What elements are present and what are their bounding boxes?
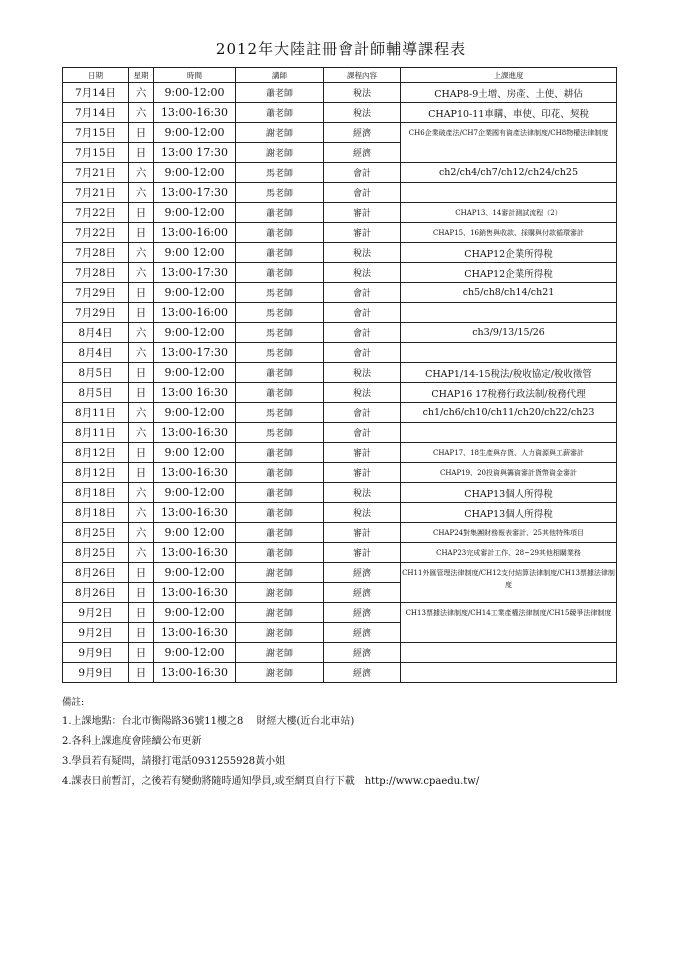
subject-cell: 稅法: [324, 363, 401, 383]
teacher-cell: 蕭老師: [236, 363, 324, 383]
time-cell: 13:00-16:30: [154, 543, 236, 563]
teacher-cell: 馬老師: [236, 303, 324, 323]
progress-cell: CHAP13、14審計測試流程（2）: [401, 203, 617, 223]
teacher-cell: 謝老師: [236, 123, 324, 143]
weekday-cell: 日: [129, 663, 154, 683]
notes-section: [62, 694, 662, 792]
subject-cell: 審計: [324, 543, 401, 563]
weekday-cell: 六: [129, 263, 154, 283]
teacher-cell: 蕭老師: [236, 263, 324, 283]
date-cell: 8月5日: [63, 363, 129, 383]
header-subject: 課程內容: [324, 68, 401, 83]
time-cell: 9:00-12:00: [154, 323, 236, 343]
date-cell: 7月21日: [63, 163, 129, 183]
table-row: [63, 103, 617, 123]
schedule-body: [63, 83, 617, 683]
weekday-cell: 六: [129, 103, 154, 123]
date-cell: 9月2日: [63, 603, 129, 623]
time-cell: 13:00-16:30: [154, 583, 236, 603]
date-cell: 7月21日: [63, 183, 129, 203]
progress-cell: [401, 423, 617, 443]
teacher-cell: 謝老師: [236, 603, 324, 623]
teacher-cell: 謝老師: [236, 583, 324, 603]
progress-cell: CH6企業破產法/CH7企業國有資產法律制度/CH8物權法律制度: [401, 123, 617, 163]
time-cell: 13:00-16:30: [154, 623, 236, 643]
weekday-cell: 日: [129, 603, 154, 623]
subject-cell: 經濟: [324, 563, 401, 583]
subject-cell: 會計: [324, 303, 401, 323]
weekday-cell: 六: [129, 503, 154, 523]
teacher-cell: 蕭老師: [236, 543, 324, 563]
time-cell: 9:00-12:00: [154, 563, 236, 583]
progress-cell: CHAP19、20投資與籌資審計貨幣資金審計: [401, 463, 617, 483]
date-cell: 8月18日: [63, 483, 129, 503]
time-cell: 9:00-12:00: [154, 203, 236, 223]
weekday-cell: 六: [129, 83, 154, 103]
date-cell: 9月9日: [63, 643, 129, 663]
note-progress-update: 2.各科上課進度會陸續公布更新: [62, 736, 202, 747]
table-row: [63, 183, 617, 203]
note-contact: 3.學員若有疑問，請撥打電話0931255928黃小姐: [62, 756, 286, 767]
progress-cell: [401, 303, 617, 323]
time-cell: 9:00-12:00: [154, 163, 236, 183]
progress-cell: [401, 663, 617, 683]
weekday-cell: 六: [129, 483, 154, 503]
time-cell: 9:00-12:00: [154, 123, 236, 143]
teacher-cell: 馬老師: [236, 343, 324, 363]
table-row: [63, 463, 617, 483]
subject-cell: 經濟: [324, 143, 401, 163]
progress-cell: [401, 643, 617, 663]
time-cell: 13:00-17:30: [154, 183, 236, 203]
weekday-cell: 日: [129, 303, 154, 323]
table-row: [63, 163, 617, 183]
table-row: [63, 443, 617, 463]
time-cell: 9:00-12:00: [154, 483, 236, 503]
weekday-cell: 日: [129, 123, 154, 143]
table-row: [63, 223, 617, 243]
weekday-cell: 日: [129, 143, 154, 163]
table-row: [63, 343, 617, 363]
teacher-cell: 馬老師: [236, 283, 324, 303]
date-cell: 8月25日: [63, 543, 129, 563]
progress-cell: ch5/ch8/ch14/ch21: [401, 283, 617, 303]
table-row: [63, 603, 617, 623]
subject-cell: 稅法: [324, 83, 401, 103]
time-cell: 9:00 12:00: [154, 523, 236, 543]
time-cell: 9:00-12:00: [154, 83, 236, 103]
time-cell: 13:00 16:30: [154, 383, 236, 403]
teacher-cell: 謝老師: [236, 563, 324, 583]
table-row: [63, 383, 617, 403]
date-cell: 7月14日: [63, 103, 129, 123]
subject-cell: 會計: [324, 403, 401, 423]
date-cell: 8月12日: [63, 443, 129, 463]
weekday-cell: 日: [129, 363, 154, 383]
date-cell: 7月28日: [63, 263, 129, 283]
teacher-cell: 蕭老師: [236, 203, 324, 223]
teacher-cell: 蕭老師: [236, 443, 324, 463]
time-cell: 13:00-16:30: [154, 463, 236, 483]
subject-cell: 稅法: [324, 483, 401, 503]
time-cell: 13:00-16:30: [154, 663, 236, 683]
date-cell: 7月15日: [63, 143, 129, 163]
weekday-cell: 六: [129, 243, 154, 263]
progress-cell: CHAP24對集團財務報表審計、25其他特殊項目: [401, 523, 617, 543]
weekday-cell: 六: [129, 543, 154, 563]
subject-cell: 稅法: [324, 263, 401, 283]
date-cell: 8月11日: [63, 403, 129, 423]
time-cell: 9:00-12:00: [154, 603, 236, 623]
date-cell: 8月11日: [63, 423, 129, 443]
weekday-cell: 六: [129, 343, 154, 363]
subject-cell: 經濟: [324, 123, 401, 143]
subject-cell: 會計: [324, 163, 401, 183]
table-row: [63, 323, 617, 343]
teacher-cell: 蕭老師: [236, 463, 324, 483]
date-cell: 9月9日: [63, 663, 129, 683]
date-cell: 8月12日: [63, 463, 129, 483]
progress-cell: CHAP16 17稅務行政法制/稅務代理: [401, 383, 617, 403]
date-cell: 8月26日: [63, 563, 129, 583]
weekday-cell: 六: [129, 423, 154, 443]
subject-cell: 審計: [324, 463, 401, 483]
table-row: [63, 123, 617, 143]
subject-cell: 稅法: [324, 383, 401, 403]
teacher-cell: 馬老師: [236, 183, 324, 203]
progress-cell: [401, 343, 617, 363]
weekday-cell: 日: [129, 623, 154, 643]
date-cell: 7月14日: [63, 83, 129, 103]
header-date: 日期: [63, 68, 129, 83]
weekday-cell: 日: [129, 223, 154, 243]
table-row: [63, 523, 617, 543]
table-row: [63, 423, 617, 443]
time-cell: 13:00-16:30: [154, 103, 236, 123]
subject-cell: 會計: [324, 183, 401, 203]
date-cell: 7月15日: [63, 123, 129, 143]
weekday-cell: 日: [129, 563, 154, 583]
date-cell: 8月26日: [63, 583, 129, 603]
subject-cell: 會計: [324, 423, 401, 443]
teacher-cell: 蕭老師: [236, 383, 324, 403]
header-progress: 上課進度: [401, 68, 617, 83]
subject-cell: 稅法: [324, 243, 401, 263]
teacher-cell: 馬老師: [236, 403, 324, 423]
subject-cell: 經濟: [324, 623, 401, 643]
subject-cell: 審計: [324, 203, 401, 223]
progress-cell: CHAP10-11車購、車使、印花、契稅: [401, 103, 617, 123]
table-row: [63, 363, 617, 383]
header-weekday: 星期: [129, 68, 154, 83]
time-cell: 9:00 12:00: [154, 443, 236, 463]
table-row: [63, 303, 617, 323]
teacher-cell: 馬老師: [236, 163, 324, 183]
table-row: [63, 483, 617, 503]
teacher-cell: 謝老師: [236, 143, 324, 163]
teacher-cell: 蕭老師: [236, 483, 324, 503]
note-location: 1.上課地點：台北市衡陽路36號11樓之8 財經大樓(近台北車站): [62, 716, 355, 727]
table-row: [63, 643, 617, 663]
date-cell: 7月22日: [63, 223, 129, 243]
time-cell: 13:00-17:30: [154, 263, 236, 283]
progress-cell: CHAP17、18生產與存貨、人力資源與工薪審計: [401, 443, 617, 463]
time-cell: 13:00 17:30: [154, 143, 236, 163]
header-teacher: 講師: [236, 68, 324, 83]
note-tentative-schedule: 4.課表日前暫訂，之後若有變動將隨時通知學員,或至網頁自行下載 http://www.cpaedu.tw/: [62, 776, 480, 787]
table-row: [63, 83, 617, 103]
teacher-cell: 蕭老師: [236, 523, 324, 543]
table-row: [63, 243, 617, 263]
weekday-cell: 日: [129, 443, 154, 463]
time-cell: 9:00 12:00: [154, 243, 236, 263]
progress-cell: CHAP23完成審計工作、28~29其他相關業務: [401, 543, 617, 563]
time-cell: 13:00-16:00: [154, 223, 236, 243]
date-cell: 8月4日: [63, 323, 129, 343]
subject-cell: 會計: [324, 283, 401, 303]
subject-cell: 稅法: [324, 503, 401, 523]
progress-cell: CHAP13個人所得稅: [401, 483, 617, 503]
table-row: [63, 203, 617, 223]
teacher-cell: 馬老師: [236, 323, 324, 343]
table-row: [63, 503, 617, 523]
table-row: [63, 403, 617, 423]
weekday-cell: 日: [129, 203, 154, 223]
weekday-cell: 日: [129, 643, 154, 663]
weekday-cell: 六: [129, 523, 154, 543]
weekday-cell: 日: [129, 583, 154, 603]
progress-cell: [401, 183, 617, 203]
progress-cell: CHAP12企業所得稅: [401, 263, 617, 283]
date-cell: 9月2日: [63, 623, 129, 643]
date-cell: 7月29日: [63, 303, 129, 323]
date-cell: 8月25日: [63, 523, 129, 543]
weekday-cell: 六: [129, 323, 154, 343]
teacher-cell: 馬老師: [236, 423, 324, 443]
header-time: 時間: [154, 68, 236, 83]
progress-cell: CH13票據法律制度/CH14工業產權法律制度/CH15競爭法律制度: [401, 603, 617, 643]
date-cell: 8月4日: [63, 343, 129, 363]
table-row: [63, 283, 617, 303]
weekday-cell: 六: [129, 403, 154, 423]
time-cell: 13:00-17:30: [154, 343, 236, 363]
date-cell: 8月5日: [63, 383, 129, 403]
date-cell: 7月29日: [63, 283, 129, 303]
teacher-cell: 蕭老師: [236, 243, 324, 263]
subject-cell: 經濟: [324, 603, 401, 623]
time-cell: 13:00-16:00: [154, 303, 236, 323]
date-cell: 7月22日: [63, 203, 129, 223]
weekday-cell: 六: [129, 183, 154, 203]
weekday-cell: 日: [129, 283, 154, 303]
progress-cell: CHAP12企業所得稅: [401, 243, 617, 263]
progress-cell: CH11外匯管理法律制度/CH12支付結算法律制度/CH13票據法律制度: [401, 563, 617, 603]
progress-cell: CHAP15、16銷售與收款、採購與付款循環審計: [401, 223, 617, 243]
progress-cell: ch1/ch6/ch10/ch11/ch20/ch22/ch23: [401, 403, 617, 423]
progress-cell: CHAP1/14-15稅法/稅收協定/稅收徵管: [401, 363, 617, 383]
table-row: [63, 543, 617, 563]
notes-label: 備註:: [62, 697, 85, 708]
teacher-cell: 謝老師: [236, 663, 324, 683]
subject-cell: 經濟: [324, 583, 401, 603]
subject-cell: 稅法: [324, 103, 401, 123]
table-row: [63, 663, 617, 683]
date-cell: 8月18日: [63, 503, 129, 523]
time-cell: 13:00-16:30: [154, 423, 236, 443]
subject-cell: 經濟: [324, 663, 401, 683]
header-row: [63, 68, 617, 83]
subject-cell: 審計: [324, 223, 401, 243]
subject-cell: 審計: [324, 443, 401, 463]
subject-cell: 會計: [324, 323, 401, 343]
time-cell: 13:00-16:30: [154, 503, 236, 523]
subject-cell: 會計: [324, 343, 401, 363]
teacher-cell: 蕭老師: [236, 83, 324, 103]
time-cell: 9:00-12:00: [154, 283, 236, 303]
time-cell: 9:00-12:00: [154, 403, 236, 423]
teacher-cell: 蕭老師: [236, 103, 324, 123]
teacher-cell: 蕭老師: [236, 503, 324, 523]
progress-cell: CHAP13個人所得稅: [401, 503, 617, 523]
schedule-table: [62, 67, 617, 683]
weekday-cell: 日: [129, 463, 154, 483]
date-cell: 7月28日: [63, 243, 129, 263]
subject-cell: 經濟: [324, 643, 401, 663]
table-row: [63, 563, 617, 583]
table-row: [63, 263, 617, 283]
teacher-cell: 蕭老師: [236, 223, 324, 243]
time-cell: 9:00-12:00: [154, 363, 236, 383]
time-cell: 9:00-12:00: [154, 643, 236, 663]
page-title: 2012年大陸註冊會計師輔導課程表: [215, 40, 467, 58]
teacher-cell: 謝老師: [236, 623, 324, 643]
progress-cell: CHAP8-9土增、房產、土使、耕佔: [401, 83, 617, 103]
weekday-cell: 日: [129, 383, 154, 403]
progress-cell: ch3/9/13/15/26: [401, 323, 617, 343]
teacher-cell: 謝老師: [236, 643, 324, 663]
weekday-cell: 六: [129, 163, 154, 183]
progress-cell: ch2/ch4/ch7/ch12/ch24/ch25: [401, 163, 617, 183]
subject-cell: 審計: [324, 523, 401, 543]
